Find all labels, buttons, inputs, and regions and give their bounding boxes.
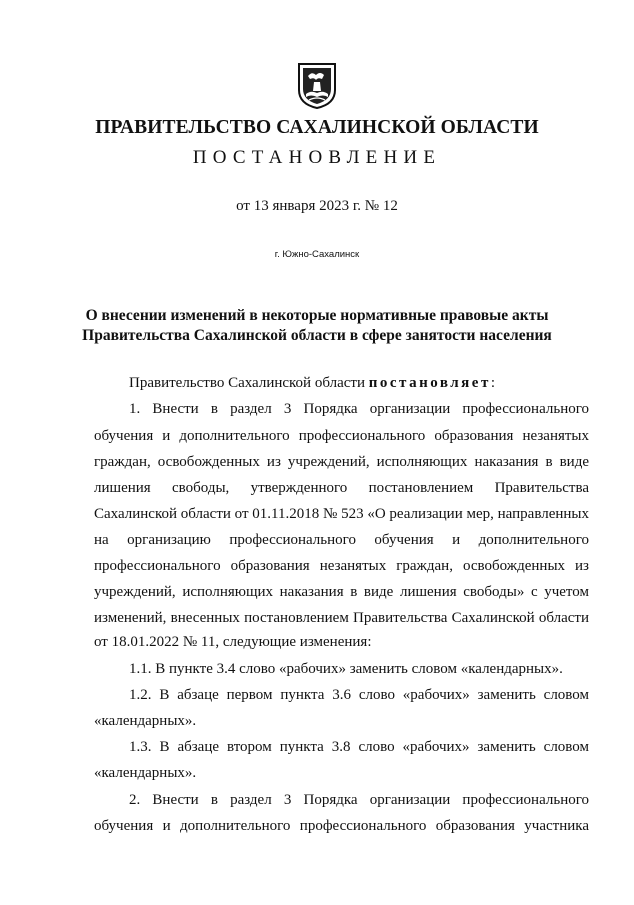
body-line: 2. Внести в раздел 3 Порядка организации профессионального [129,792,589,808]
body-line: Сахалинской области от 01.11.2018 № 523 «О реализации мер, направленных [94,506,589,522]
document-title [60,306,574,346]
document-title-line-1: О внесении изменений в некоторые нормативные правовые акты [85,307,549,324]
intro-text: Правительство Сахалинской области [129,375,369,391]
document-date-number: от 13 января 2023 г. № 12 [236,198,398,214]
intro-colon: : [490,375,495,391]
document-type: ПОСТАНОВЛЕНИЕ [192,147,442,168]
government-title: ПРАВИТЕЛЬСТВО САХАЛИНСКОЙ ОБЛАСТИ [95,117,539,138]
body-line: «календарных». [94,765,197,781]
body-line: 1.3. В абзаце втором пункта 3.8 слово «рабочих» заменить словом [129,739,589,755]
body-line: лишения свободы, утвержденного постановлением Правительства [94,480,589,496]
body-line: учреждений, исполняющих наказания в виде лишения свободы» с учетом [94,584,589,600]
body-line: обучения и дополнительного профессионального образования участника [94,818,589,834]
body-line: 1.1. В пункте 3.4 слово «рабочих» заменить словом «календарных». [129,661,563,677]
body-line: профессионального образования незанятых граждан, освобожденных из [94,558,589,574]
intro-paragraph [129,373,589,393]
document-city: г. Южно-Сахалинск [274,249,360,260]
body-line: на организацию профессионального обучения и дополнительного [94,532,589,548]
body-line: граждан, освобожденных из учреждений, исполняющих наказания в виде [94,454,589,470]
body-line: 1.2. В абзаце первом пункта 3.6 слово «рабочих» заменить словом [129,687,589,703]
body-line: «календарных». [94,713,197,729]
body-line: 1. Внести в раздел 3 Порядка организации профессионального [129,401,589,417]
body-line: изменений, внесенных постановлением Правительства Сахалинской области [94,610,589,626]
coat-of-arms-emblem [297,60,337,110]
intro-keyword: постановляет [368,375,491,391]
body-line: от 18.01.2022 № 11, следующие изменения: [94,634,372,650]
body-line: обучения и дополнительного профессионального образования незанятых [94,428,589,444]
document-title-line-2: Правительства Сахалинской области в сфере занятости населения [82,327,552,344]
